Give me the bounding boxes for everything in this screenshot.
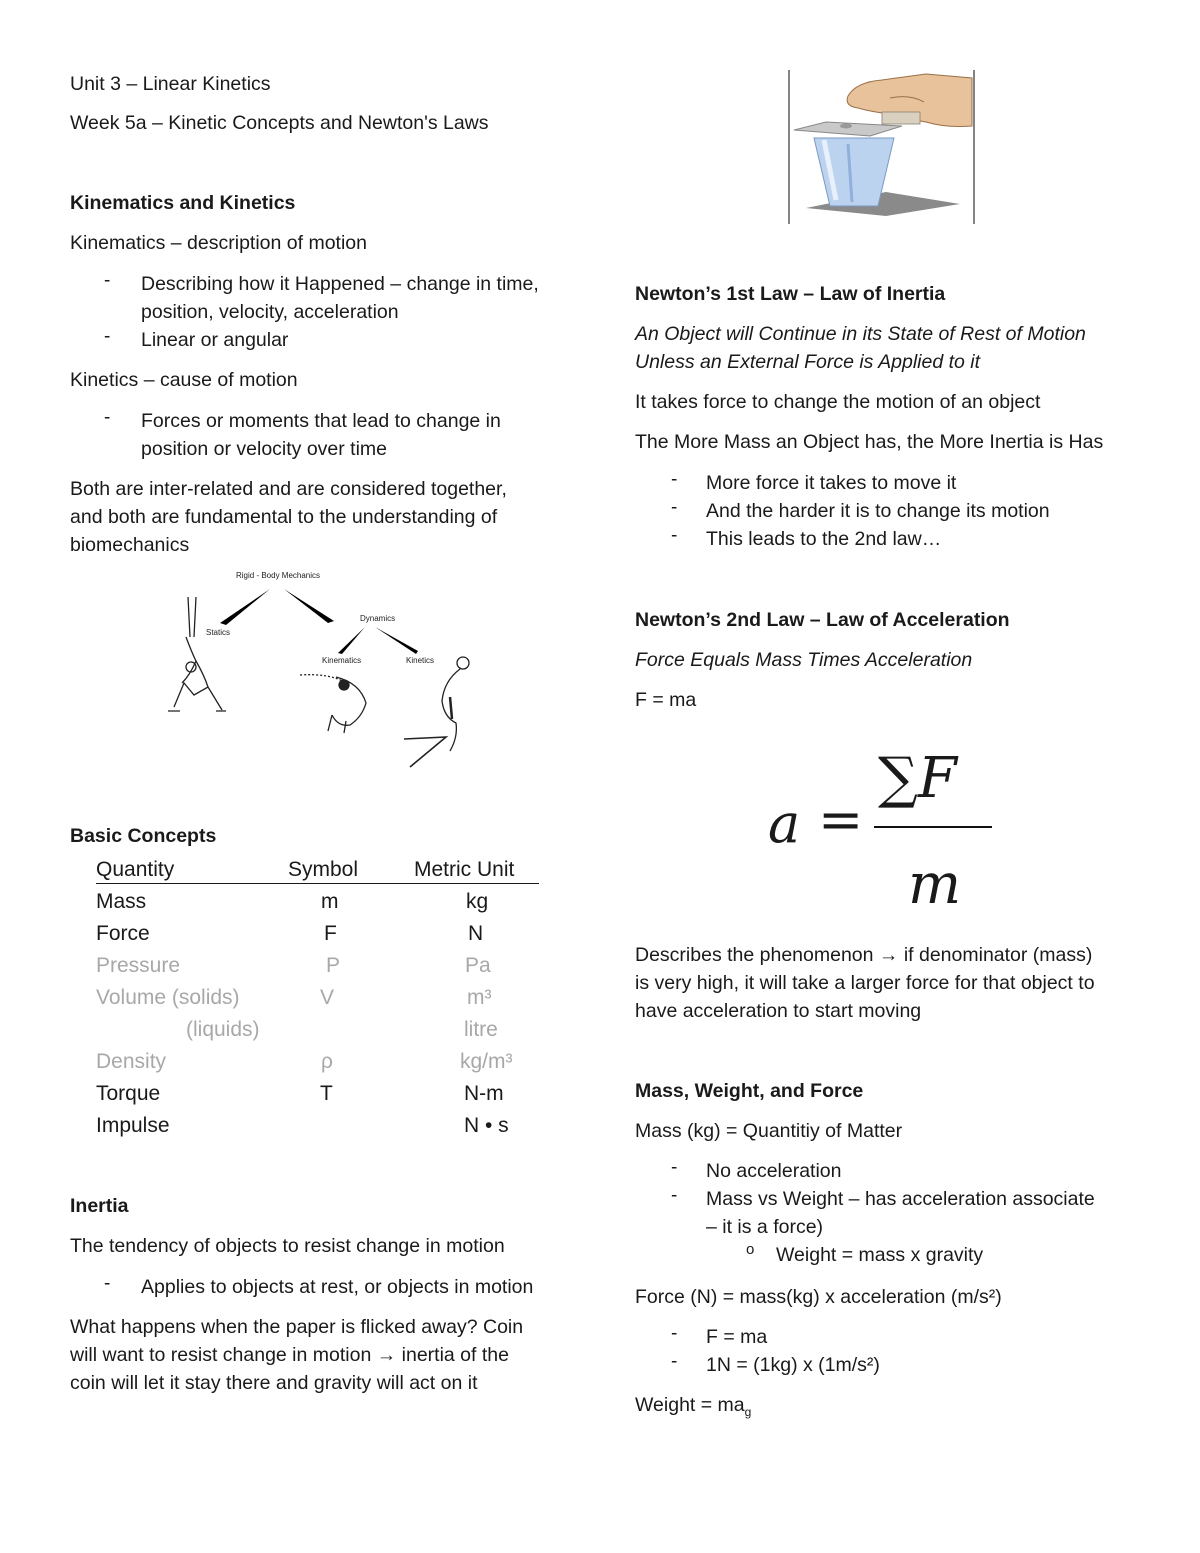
hand-icon <box>847 74 972 127</box>
table-row-unit: m³ <box>467 986 492 1009</box>
branch-arrow-dynamics <box>284 589 334 623</box>
table-row-quantity: Density <box>96 1050 167 1073</box>
table-row-unit: N <box>468 922 484 945</box>
force-bullet-2: 1N = (1kg) x (1m/s²) <box>706 1354 880 1376</box>
newton1-line-1: It takes force to change the motion of an object <box>635 391 1041 413</box>
bullet-dash: - <box>104 407 111 428</box>
bullet-dash: - <box>671 1157 678 1178</box>
bullet-dash: - <box>671 1323 678 1344</box>
both-paragraph-1: Both are inter-related and are considered together, <box>70 478 507 500</box>
force-definition: Force (N) = mass(kg) x acceleration (m/s²) <box>635 1286 1002 1308</box>
table-row-unit: kg/m³ <box>460 1050 513 1073</box>
table-row-symbol: F <box>324 922 337 945</box>
inertia-heading: Inertia <box>70 1195 129 1217</box>
newton1-statement-1: An Object will Continue in its State of Rest of Motion <box>635 323 1086 345</box>
diver-figure-icon <box>300 675 366 733</box>
weight-formula-subscript: g <box>744 1404 752 1419</box>
table-row-symbol: T <box>320 1082 333 1105</box>
describes-paragraph-3: have acceleration to start moving <box>635 1000 922 1022</box>
paper-paragraph-2: will want to resist change in motion → inertia of the <box>70 1344 509 1366</box>
bullet-dash: - <box>671 497 678 518</box>
table-row-quantity: (liquids) <box>186 1018 260 1041</box>
kinetics-definition: Kinetics – cause of motion <box>70 369 298 391</box>
branch-arrow-statics <box>220 589 270 625</box>
diagram-label-kinematics: Kinematics <box>322 656 362 665</box>
table-header-quantity: Quantity <box>96 858 175 881</box>
fraction-bar <box>874 826 992 828</box>
table-row-symbol: m <box>321 890 339 913</box>
newton1-bullet-3: This leads to the 2nd law… <box>706 528 942 550</box>
describes-paragraph-1: Describes the phenomenon → if denominator (mass) <box>635 944 1093 966</box>
paper-paragraph-1: What happens when the paper is flicked away? Coin <box>70 1316 524 1338</box>
table-header-rule <box>96 883 539 884</box>
kinematics-definition: Kinematics – description of motion <box>70 232 367 254</box>
newton1-heading: Newton’s 1st Law – Law of Inertia <box>635 283 946 305</box>
coin-icon <box>840 124 852 129</box>
table-row-quantity: Volume (solids) <box>96 986 240 1009</box>
table-row-unit: kg <box>466 890 489 913</box>
table-row-unit: litre <box>464 1018 498 1041</box>
handstand-figure-icon <box>168 597 226 711</box>
newton2-formula: F = ma <box>635 689 697 711</box>
bullet-dash: - <box>671 525 678 546</box>
branch-arrow-kinetics <box>375 627 418 654</box>
table-header-unit: Metric Unit <box>414 858 515 881</box>
diagram-label-kinetics: Kinetics <box>406 656 435 665</box>
coin-flick-illustration <box>786 68 978 226</box>
mass-bullet-2a: Mass vs Weight – has acceleration associate <box>706 1188 1095 1210</box>
kinematics-bullet-2: Linear or angular <box>141 329 289 351</box>
rigid-body-mechanics-diagram <box>160 565 480 775</box>
equation-numerator: ∑F <box>878 746 957 811</box>
kinetics-bullet-1b: position or velocity over time <box>141 438 388 460</box>
inertia-bullet-1: Applies to objects at rest, or objects in motion <box>141 1276 534 1298</box>
mass-bullet-2b: – it is a force) <box>706 1216 824 1238</box>
equation-equals: = <box>818 788 864 851</box>
mass-bullet-1: No acceleration <box>706 1160 842 1182</box>
table-header-symbol: Symbol <box>288 858 359 881</box>
diagram-label-top: Rigid - Body Mechanics <box>236 571 321 580</box>
table-row-unit: Pa <box>465 954 491 977</box>
table-row-unit: N • s <box>464 1114 509 1137</box>
weight-formula <box>635 1391 751 1426</box>
weight-formula-main: Weight = ma <box>635 1394 745 1416</box>
newton1-bullet-1: More force it takes to move it <box>706 472 957 494</box>
both-paragraph-2: and both are fundamental to the understanding of <box>70 506 498 528</box>
mass-definition: Mass (kg) = Quantitiy of Matter <box>635 1120 903 1142</box>
kinematics-kinetics-heading: Kinematics and Kinetics <box>70 192 296 214</box>
describes-paragraph-2: is very high, it will take a larger force for that object to <box>635 972 1095 994</box>
table-row-quantity: Torque <box>96 1082 161 1105</box>
bullet-dash: - <box>671 1351 678 1372</box>
newton1-statement-2: Unless an External Force is Applied to it <box>635 351 981 373</box>
bullet-dash: - <box>671 469 678 490</box>
diagram-label-dynamics: Dynamics <box>360 614 396 623</box>
kinetics-bullet-1a: Forces or moments that lead to change in <box>141 410 501 432</box>
diagram-label-statics: Statics <box>206 628 231 637</box>
standing-figure-icon <box>404 657 469 767</box>
bullet-dash: - <box>104 326 111 347</box>
basic-concepts-heading: Basic Concepts <box>70 825 217 847</box>
bullet-dash: - <box>104 1273 111 1294</box>
table-row-unit: N-m <box>464 1082 504 1105</box>
branch-arrow-kinematics <box>338 627 365 654</box>
mass-sub-bullet: Weight = mass x gravity <box>776 1244 984 1266</box>
kinematics-bullet-1b: position, velocity, acceleration <box>141 301 399 323</box>
newton2-statement: Force Equals Mass Times Acceleration <box>635 649 973 671</box>
kinematics-bullet-1a: Describing how it Happened – change in time, <box>141 273 539 295</box>
both-paragraph-3: biomechanics <box>70 534 190 556</box>
equation-denominator: m <box>908 852 962 917</box>
table-row-quantity: Force <box>96 922 150 945</box>
unit-title: Unit 3 – Linear Kinetics <box>70 73 271 95</box>
table-row-quantity: Impulse <box>96 1114 170 1137</box>
table-row-symbol: P <box>326 954 341 977</box>
newton1-line-2: The More Mass an Object has, the More Inertia is Has <box>635 431 1104 453</box>
inertia-definition: The tendency of objects to resist change in motion <box>70 1235 505 1257</box>
table-row-symbol: V <box>320 986 335 1009</box>
force-bullet-1: F = ma <box>706 1326 768 1348</box>
week-title: Week 5a – Kinetic Concepts and Newton's Laws <box>70 112 489 134</box>
sub-bullet-circle: o <box>746 1241 755 1258</box>
equation-a: a <box>768 792 801 855</box>
newton1-bullet-2: And the harder it is to change its motion <box>706 500 1050 522</box>
paper-paragraph-3: coin will let it stay there and gravity will act on it <box>70 1372 478 1394</box>
table-row-quantity: Mass <box>96 890 147 913</box>
bullet-dash: - <box>671 1185 678 1206</box>
bullet-dash: - <box>104 270 111 291</box>
table-row-quantity: Pressure <box>96 954 181 977</box>
mass-weight-force-heading: Mass, Weight, and Force <box>635 1080 864 1102</box>
table-row-symbol: ρ <box>321 1050 333 1073</box>
newton2-heading: Newton’s 2nd Law – Law of Acceleration <box>635 609 1010 631</box>
